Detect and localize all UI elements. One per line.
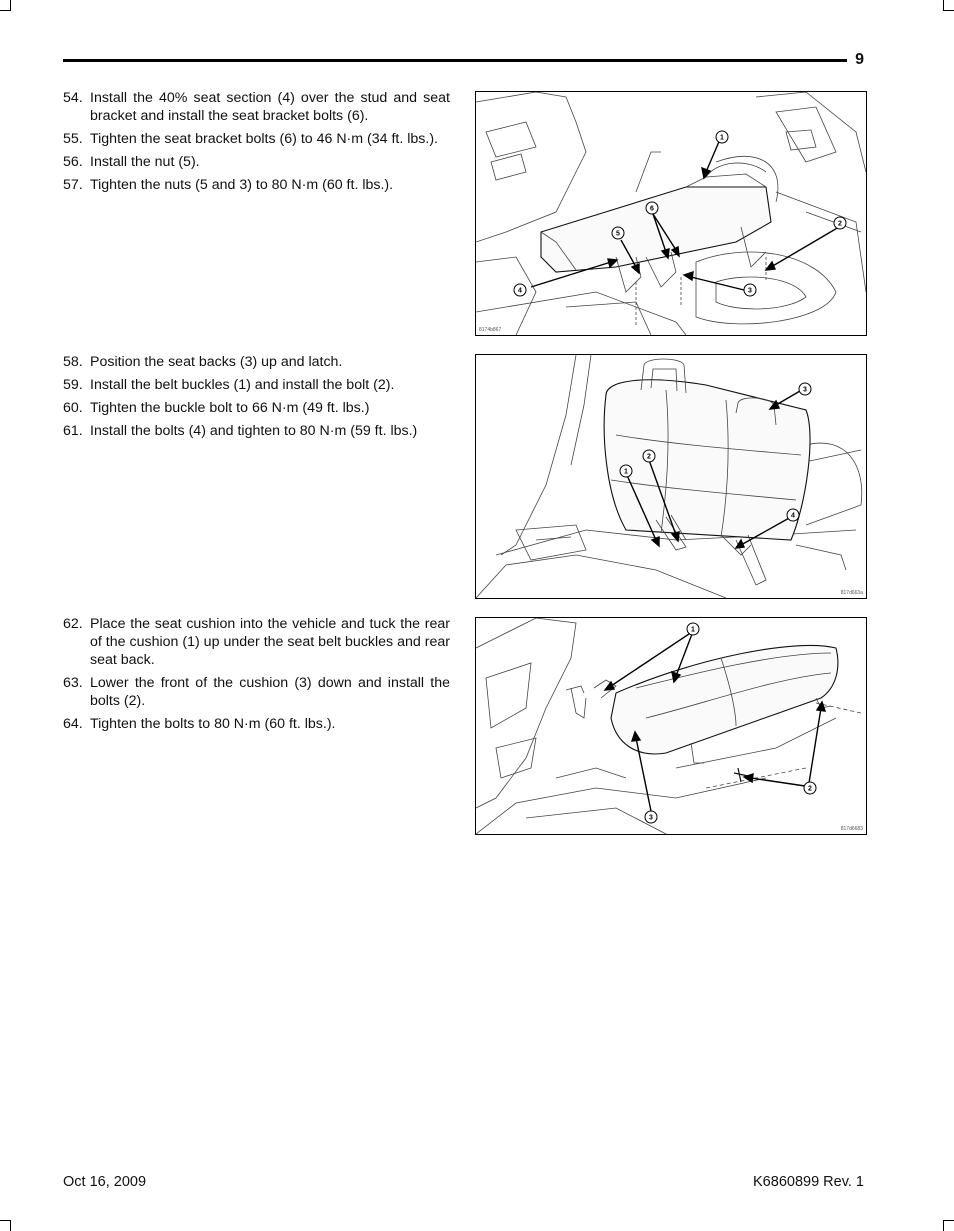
step-text: Position the seat backs (3) up and latch. — [90, 354, 343, 370]
callout-label: 3 — [649, 814, 653, 822]
callout-label: 4 — [518, 287, 522, 295]
footer-doc-id: K6860899 Rev. 1 — [753, 1174, 864, 1190]
step-item — [63, 376, 450, 394]
step-text: Tighten the nuts (5 and 3) to 80 N·m (60 ft. lbs.). — [90, 177, 394, 193]
step-text: Tighten the seat bracket bolts (6) to 46 N·m (34 ft. lbs.). — [90, 131, 439, 147]
figure-id: 817d6683 — [840, 826, 863, 832]
step-item — [63, 715, 450, 733]
figure-seat-back-install — [475, 354, 867, 599]
step-text: Install the bolts (4) and tighten to 80 N·m (59 ft. lbs.) — [90, 423, 418, 439]
crop-mark-top-right — [943, 0, 954, 11]
step-item — [63, 615, 450, 669]
page-number: 9 — [855, 51, 864, 68]
step-number: 64. — [63, 716, 83, 732]
step-list-3 — [63, 615, 450, 738]
callout-label: 1 — [624, 468, 628, 476]
figure-seat-cushion-install — [475, 617, 867, 835]
step-number: 61. — [63, 423, 83, 439]
crop-mark-bottom-left — [0, 1220, 11, 1231]
step-item — [63, 176, 450, 194]
callout-label: 6 — [650, 205, 654, 213]
step-item — [63, 89, 450, 125]
step-list-1 — [63, 89, 450, 199]
crop-mark-bottom-right — [943, 1220, 954, 1231]
step-text: Lower the front of the cushion (3) down and install the bolts (2). — [90, 675, 450, 709]
seat-back-illustration — [476, 355, 866, 598]
step-number: 56. — [63, 154, 83, 170]
step-number: 54. — [63, 90, 83, 106]
callout-label: 1 — [691, 626, 695, 634]
step-text: Install the belt buckles (1) and install the bolt (2). — [90, 377, 395, 393]
step-text: Install the nut (5). — [90, 154, 200, 170]
callout-label: 4 — [791, 512, 795, 520]
step-number: 59. — [63, 377, 83, 393]
step-text: Install the 40% seat section (4) over the stud and seat bracket and install the seat bracket bolts (6). — [90, 90, 450, 124]
callout-label: 3 — [748, 287, 752, 295]
step-number: 63. — [63, 675, 83, 691]
step-item — [63, 353, 450, 371]
footer-date: Oct 16, 2009 — [63, 1174, 147, 1190]
crop-mark-top-left — [0, 0, 11, 11]
step-number: 58. — [63, 354, 83, 370]
step-number: 55. — [63, 131, 83, 147]
step-item — [63, 422, 450, 440]
step-text: Place the seat cushion into the vehicle and tuck the rear of the cushion (1) up under the seat belt buckles and rear seat back. — [90, 616, 450, 668]
step-item — [63, 130, 450, 148]
figure-id: 817d663a — [840, 590, 863, 596]
step-number: 60. — [63, 400, 83, 416]
seat-cushion-illustration — [476, 618, 866, 834]
seat-section-illustration — [476, 92, 866, 335]
callout-label: 1 — [720, 134, 724, 142]
step-item — [63, 674, 450, 710]
figure-seat-section-install — [475, 91, 867, 336]
callout-label: 5 — [616, 230, 620, 238]
callout-label: 2 — [838, 220, 842, 228]
step-item — [63, 399, 450, 417]
step-list-2 — [63, 353, 450, 445]
step-number: 57. — [63, 177, 83, 193]
step-item — [63, 153, 450, 171]
step-number: 62. — [63, 616, 83, 632]
figure-id: 8174b867 — [479, 327, 502, 333]
callout-label: 2 — [647, 453, 651, 461]
callout-label: 3 — [803, 386, 807, 394]
callout-label: 2 — [808, 785, 812, 793]
step-text: Tighten the buckle bolt to 66 N·m (49 ft. lbs.) — [90, 400, 370, 416]
step-text: Tighten the bolts to 80 N·m (60 ft. lbs.). — [90, 716, 336, 732]
header-rule — [63, 59, 847, 62]
